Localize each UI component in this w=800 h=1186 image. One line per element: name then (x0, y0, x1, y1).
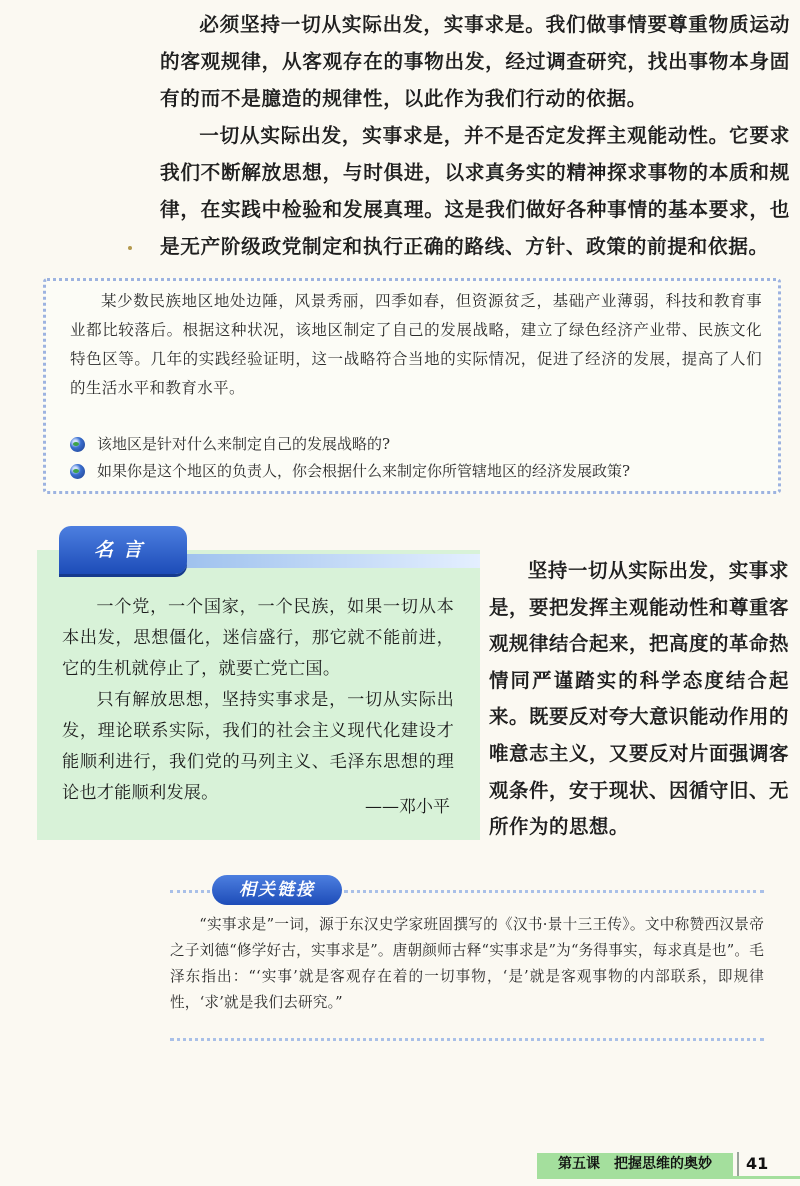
link-divider-top-right (344, 890, 764, 893)
related-link-tab: 相关链接 (212, 875, 342, 905)
question-item (70, 458, 770, 485)
quote-paragraph-2: 只有解放思想，坚持实事求是，一切从实际出发，理论联系实际，我们的社会主义现代化建设才能顺利进行，我们党的马列主义、毛泽东思想的理论也才能顺利发展。 (62, 690, 454, 803)
chapter-title: 第五课 把握思维的奥妙 (537, 1153, 733, 1176)
quote-tab-bar (187, 554, 480, 568)
question-text: 如果你是这个地区的负责人，你会根据什么来制定你所管辖地区的经济发展政策? (97, 462, 631, 480)
question-item (70, 431, 770, 458)
link-divider-top-left (170, 890, 210, 893)
question-text: 该地区是针对什么来制定自己的发展战略的? (97, 435, 391, 453)
globe-icon (70, 464, 85, 479)
main-paragraph-1: 必须坚持一切从实际出发，实事求是。我们做事情要尊重物质运动的客观规律，从客观存在的事物出发，经过调查研究，找出事物本身固有的而不是臆造的规律性，以此作为我们行动的依据。 (160, 13, 790, 110)
globe-icon (70, 437, 85, 452)
quote-paragraph-1: 一个党，一个国家，一个民族，如果一切从本本出发，思想僵化，迷信盛行，那它就不能前进，它的生机就停止了，就要亡党亡国。 (62, 597, 454, 679)
quote-author: ——邓小平 (365, 797, 450, 817)
page-number: 41 (746, 1154, 769, 1173)
footer-rule (537, 1176, 800, 1179)
main-text (160, 6, 790, 265)
footer-separator (737, 1152, 739, 1178)
link-divider-bottom (170, 1038, 764, 1041)
main-paragraph-2: 一切从实际出发，实事求是，并不是否定发挥主观能动性。它要求我们不断解放思想，与时俱进，以求真务实的精神探求事物的本质和规律，在实践中检验和发展真理。这是我们做好各种事情的基本要求，也是无产阶级政党制定和执行正确的路线、方针、政策的前提和依据。 (160, 124, 790, 258)
quote-body (62, 592, 454, 809)
side-paragraph: 坚持一切从实际出发，实事求是，要把发挥主观能动性和尊重客观规律结合起来，把高度的革命热情同严谨踏实的科学态度结合起来。既要反对夸大意识能动作用的唯意志主义，又要反对片面强调客观条件，安于现状、因循守旧、无所作为的思想。 (489, 559, 789, 839)
question-list (70, 431, 770, 485)
case-study-box (43, 278, 781, 494)
decorative-dot (128, 246, 132, 250)
case-study-text: 某少数民族地区地处边陲，风景秀丽，四季如春，但资源贫乏，基础产业薄弱，科技和教育事业都比较落后。根据这种状况，该地区制定了自己的发展战略，建立了绿色经济产业带、民族文化特色区等。几年的实践经验证明，这一战略符合当地的实际情况，促进了经济的发展，提高了人们的生活水平和教育水平。 (70, 292, 762, 397)
related-link-text: “实事求是”一词，源于东汉史学家班固撰写的《汉书·景十三王传》。文中称赞西汉景帝之子刘德“修学好古，实事求是”。唐朝颜师古释“实事求是”为“务得事实，每求真是也”。毛泽东指出：“‘实事’就是客观存在着的一切事物，‘是’就是客观事物的内部联系，即规律性，‘求’就是我们去研究。” (170, 916, 764, 1011)
quote-tab-label: 名言 (59, 526, 187, 574)
